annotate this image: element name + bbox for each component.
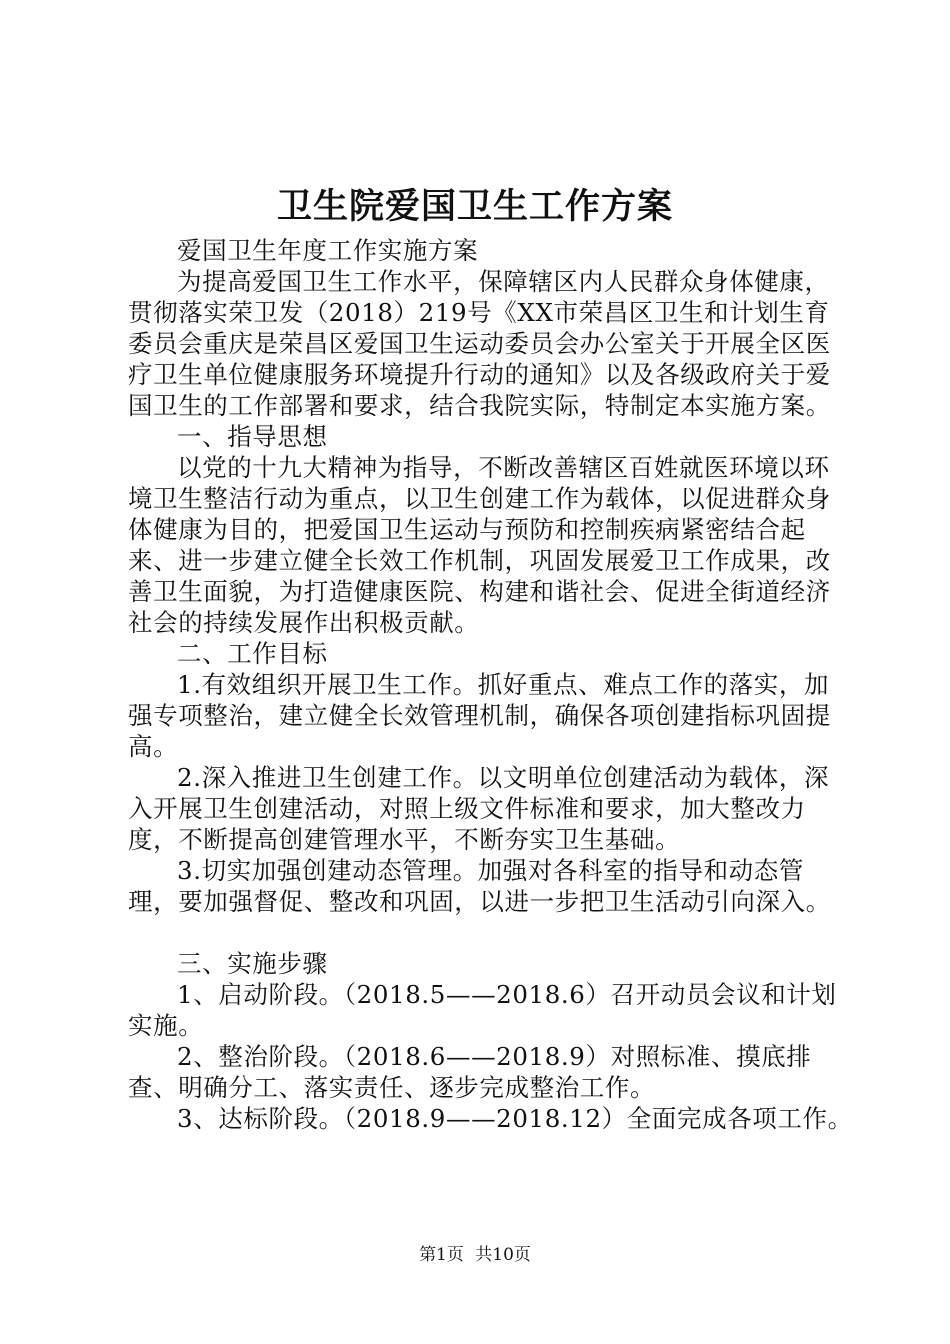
document-title: 卫生院爱国卫生工作方案 xyxy=(276,186,673,227)
guiding-ideology-paragraph: 以党的十九大精神为指导，不断改善辖区百姓就医环境以环境卫生整洁行动为重点，以卫生创建工作为载体，以促进群众身体健康为目的，把爱国卫生运动与预防和控制疾病紧密结合起来、进一步建立健全长效工作机制，巩固发展爱卫工作成果，改善卫生面貌，为打造健康医院、构建和谐社会、促进全街道经济社会的持续发展作出积极贡献。 xyxy=(128,453,831,637)
step-item-1: 1、启动阶段。（2018.5——2018.6）召开动员会议和计划实施。 xyxy=(128,980,837,1040)
goal-item-1: 1.有效组织开展卫生工作。抓好重点、难点工作的落实，加强专项整治，建立健全长效管理机制，确保各项创建指标巩固提高。 xyxy=(128,670,831,761)
goal-item-2: 2.深入推进卫生创建工作。以文明单位创建活动为载体，深入开展卫生创建活动，对照上级文件标准和要求，加大整改力度，不断提高创建管理水平，不断夯实卫生基础。 xyxy=(128,763,830,854)
section-heading-work-goals: 二、工作目标 xyxy=(177,639,328,668)
page-number: 第1页 xyxy=(419,1245,464,1265)
section-heading-implementation-steps: 三、实施步骤 xyxy=(177,949,328,978)
intro-paragraph: 为提高爱国卫生工作水平，保障辖区内人民群众身体健康，贯彻落实荣卫发（2018）219号《XX市荣昌区卫生和计划生育委员会重庆是荣昌区爱国卫生运动委员会办公室关于开展全区医疗卫生单位健康服务环境提升行动的通知》以及各级政府关于爱国卫生的工作部署和要求，结合我院实际，特制定本实施方案。 xyxy=(128,267,831,420)
step-item-3: 3、达标阶段。（2018.9——2018.12）全面完成各项工作。 xyxy=(177,1104,853,1133)
subtitle-paragraph: 爱国卫生年度工作实施方案 xyxy=(177,236,479,265)
section-heading-guiding-ideology: 一、指导思想 xyxy=(177,422,328,451)
goal-item-3: 3.切实加强创建动态管理。加强对各科室的指导和动态管理，要加强督促、整改和巩固，以进一步把卫生活动引向深入。 xyxy=(128,856,831,916)
step-item-2: 2、整治阶段。（2018.6——2018.9）对照标准、摸底排查、明确分工、落实责任、逐步完成整治工作。 xyxy=(128,1042,812,1102)
page-total: 共10页 xyxy=(475,1245,531,1265)
page-footer xyxy=(0,1243,950,1267)
document-body xyxy=(128,235,853,1134)
